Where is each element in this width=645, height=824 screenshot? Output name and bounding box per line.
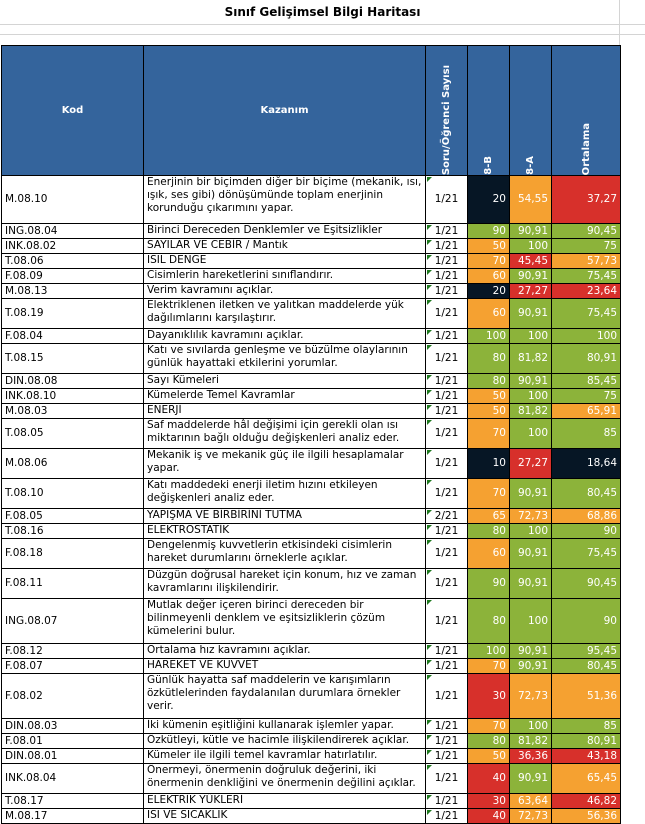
score-8b-cell[interactable]: 60: [468, 269, 510, 284]
kazanim-cell[interactable]: İki kümenin eşitliğini kullanarak işlemler yapar.: [144, 719, 426, 734]
soru-cell[interactable]: 1/21: [426, 284, 468, 299]
kod-cell[interactable]: M.08.10: [2, 176, 144, 224]
header-kod[interactable]: Kod: [2, 46, 144, 176]
table-row: [2, 254, 621, 269]
score-8a-cell[interactable]: 72,73: [510, 809, 552, 824]
header-8b-label: 8-B: [483, 156, 494, 175]
kazanim-cell[interactable]: ENERJİ: [144, 404, 426, 419]
kod-cell[interactable]: T.08.16: [2, 524, 144, 539]
soru-cell[interactable]: 1/21: [426, 524, 468, 539]
score-8a-cell[interactable]: 72,73: [510, 674, 552, 719]
table-row: [2, 539, 621, 569]
score-8b-cell[interactable]: 90: [468, 224, 510, 239]
kod-cell[interactable]: F.08.18: [2, 539, 144, 569]
kod-cell[interactable]: ING.08.04: [2, 224, 144, 239]
kazanim-cell[interactable]: Özkütleyi, kütle ve hacimle ilişkilendirerek açıklar.: [144, 734, 426, 749]
ortalama-cell[interactable]: 68,86: [552, 509, 621, 524]
score-8a-cell[interactable]: 90,91: [510, 659, 552, 674]
kod-cell[interactable]: F.08.02: [2, 674, 144, 719]
score-8b-cell[interactable]: 80: [468, 734, 510, 749]
score-8a-cell[interactable]: 72,73: [510, 509, 552, 524]
ortalama-cell[interactable]: 80,91: [552, 734, 621, 749]
score-8b-cell[interactable]: 20: [468, 176, 510, 224]
score-8a-cell[interactable]: 45,45: [510, 254, 552, 269]
soru-cell[interactable]: 1/21: [426, 404, 468, 419]
ortalama-cell[interactable]: 37,27: [552, 176, 621, 224]
kazanim-cell[interactable]: YAPIŞMA VE BİRBİRİNİ TUTMA: [144, 509, 426, 524]
score-8a-cell[interactable]: 27,27: [510, 284, 552, 299]
soru-cell[interactable]: 1/21: [426, 764, 468, 794]
kod-cell[interactable]: DIN.08.03: [2, 719, 144, 734]
kod-cell[interactable]: DIN.08.08: [2, 374, 144, 389]
ortalama-cell[interactable]: 57,73: [552, 254, 621, 269]
score-8b-cell[interactable]: 60: [468, 539, 510, 569]
ortalama-cell[interactable]: 46,82: [552, 794, 621, 809]
table-row: [2, 449, 621, 479]
ortalama-cell[interactable]: 75,45: [552, 269, 621, 284]
kod-cell[interactable]: T.08.05: [2, 419, 144, 449]
soru-cell[interactable]: 1/21: [426, 479, 468, 509]
table-row: [2, 659, 621, 674]
knowledge-map-table: [1, 45, 621, 824]
soru-cell[interactable]: 1/21: [426, 809, 468, 824]
score-8b-cell[interactable]: 80: [468, 344, 510, 374]
score-8a-cell[interactable]: 90,91: [510, 764, 552, 794]
table-row: [2, 644, 621, 659]
soru-cell[interactable]: 1/21: [426, 569, 468, 599]
soru-cell[interactable]: 1/21: [426, 599, 468, 644]
kazanim-cell[interactable]: Birinci Dereceden Denklemler ve Eşitsizlikler: [144, 224, 426, 239]
soru-cell[interactable]: 1/21: [426, 674, 468, 719]
soru-cell[interactable]: 2/21: [426, 509, 468, 524]
score-8b-cell[interactable]: 40: [468, 764, 510, 794]
score-8a-cell[interactable]: 90,91: [510, 644, 552, 659]
kazanim-cell[interactable]: ISIL DENGE: [144, 254, 426, 269]
kazanim-cell[interactable]: Sayı Kümeleri: [144, 374, 426, 389]
score-8b-cell[interactable]: 30: [468, 794, 510, 809]
table-row: [2, 674, 621, 719]
score-8a-cell[interactable]: 90,91: [510, 569, 552, 599]
score-8a-cell[interactable]: 100: [510, 389, 552, 404]
ortalama-cell[interactable]: 43,18: [552, 749, 621, 764]
soru-cell[interactable]: 1/21: [426, 344, 468, 374]
ortalama-cell[interactable]: 90: [552, 524, 621, 539]
soru-cell[interactable]: 1/21: [426, 749, 468, 764]
score-8b-cell[interactable]: 50: [468, 404, 510, 419]
kazanim-cell[interactable]: Katı ve sıvılarda genleşme ve büzülme olaylarının günlük hayattaki etkilerini yorumlar.: [144, 344, 426, 374]
score-8a-cell[interactable]: 100: [510, 524, 552, 539]
kazanim-cell[interactable]: Günlük hayatta saf maddelerin ve karışımların özkütlelerinden faydalanılan durumlara örnekler verir.: [144, 674, 426, 719]
header-8a[interactable]: [510, 46, 552, 176]
table-row: [2, 239, 621, 254]
kazanim-cell[interactable]: Kümeler ile ilgili temel kavramlar hatırlatılır.: [144, 749, 426, 764]
table-row: [2, 599, 621, 644]
soru-cell[interactable]: 1/21: [426, 374, 468, 389]
score-8b-cell[interactable]: 90: [468, 569, 510, 599]
kod-cell[interactable]: T.08.15: [2, 344, 144, 374]
ortalama-cell[interactable]: 90: [552, 599, 621, 644]
kazanim-cell[interactable]: Dengelenmiş kuvvetlerin etkisindeki cisimlerin hareket durumlarını örneklerle açıklar.: [144, 539, 426, 569]
score-8a-cell[interactable]: 27,27: [510, 449, 552, 479]
table-row: [2, 404, 621, 419]
score-8b-cell[interactable]: 70: [468, 419, 510, 449]
kazanim-cell[interactable]: Dayanıklılık kavramını açıklar.: [144, 329, 426, 344]
score-8a-cell[interactable]: 90,91: [510, 299, 552, 329]
header-ortalama-label: Ortalama: [580, 122, 592, 175]
kod-cell[interactable]: DIN.08.01: [2, 749, 144, 764]
kod-cell[interactable]: F.08.01: [2, 734, 144, 749]
score-8a-cell[interactable]: 54,55: [510, 176, 552, 224]
score-8b-cell[interactable]: 20: [468, 284, 510, 299]
kazanim-cell[interactable]: Verim kavramını açıklar.: [144, 284, 426, 299]
table-row: [2, 764, 621, 794]
soru-cell[interactable]: 1/21: [426, 254, 468, 269]
header-soru[interactable]: [426, 46, 468, 176]
table-row: [2, 734, 621, 749]
table-row: [2, 344, 621, 374]
kod-cell[interactable]: M.08.17: [2, 809, 144, 824]
soru-cell[interactable]: 1/21: [426, 659, 468, 674]
soru-cell[interactable]: 1/21: [426, 224, 468, 239]
soru-cell[interactable]: 1/21: [426, 539, 468, 569]
table-row: [2, 719, 621, 734]
ortalama-cell[interactable]: 65,45: [552, 764, 621, 794]
score-8b-cell[interactable]: 30: [468, 674, 510, 719]
score-8b-cell[interactable]: 70: [468, 659, 510, 674]
kazanim-cell[interactable]: Ortalama hız kavramını açıklar.: [144, 644, 426, 659]
score-8b-cell[interactable]: 65: [468, 509, 510, 524]
score-8b-cell[interactable]: 60: [468, 299, 510, 329]
kod-cell[interactable]: T.08.10: [2, 479, 144, 509]
ortalama-cell[interactable]: 85: [552, 719, 621, 734]
kod-cell[interactable]: M.08.03: [2, 404, 144, 419]
score-8a-cell[interactable]: 90,91: [510, 269, 552, 284]
kod-cell[interactable]: F.08.09: [2, 269, 144, 284]
kazanim-cell[interactable]: Mekanik iş ve mekanik güç ile ilgili hesaplamalar yapar.: [144, 449, 426, 479]
soru-cell[interactable]: 1/21: [426, 299, 468, 329]
soru-cell[interactable]: 1/21: [426, 449, 468, 479]
table-row: [2, 524, 621, 539]
kazanim-cell[interactable]: Mutlak değer içeren birinci dereceden bir bilinmeyenli denklem ve eşitsizliklerin çözüm kümelerini bulur.: [144, 599, 426, 644]
table-row: [2, 299, 621, 329]
kod-cell[interactable]: ING.08.07: [2, 599, 144, 644]
table-row: [2, 749, 621, 764]
kazanim-cell[interactable]: Enerjinin bir biçimden diğer bir biçime (mekanik, ısı, ışık, ses gibi) dönüşümünde toplam enerjinin korunduğu çıkarımını yapar.: [144, 176, 426, 224]
kod-cell[interactable]: T.08.19: [2, 299, 144, 329]
header-row: [2, 46, 621, 176]
ortalama-cell[interactable]: 56,36: [552, 809, 621, 824]
score-8a-cell[interactable]: 100: [510, 599, 552, 644]
kod-cell[interactable]: F.08.04: [2, 329, 144, 344]
kod-cell[interactable]: INK.08.04: [2, 764, 144, 794]
score-8b-cell[interactable]: 50: [468, 389, 510, 404]
soru-cell[interactable]: 1/21: [426, 794, 468, 809]
table-row: [2, 224, 621, 239]
report-title: Sınıf Gelişimsel Bilgi Haritası: [224, 5, 421, 19]
ortalama-cell[interactable]: 65,91: [552, 404, 621, 419]
kazanim-cell[interactable]: Önermeyi, önermenin doğruluk değerini, iki önermenin denkliğini ve önermenin değilini açıklar.: [144, 764, 426, 794]
score-8a-cell[interactable]: 81,82: [510, 344, 552, 374]
ortalama-cell[interactable]: 80,45: [552, 479, 621, 509]
table-row: [2, 176, 621, 224]
kod-cell[interactable]: F.08.12: [2, 644, 144, 659]
soru-cell[interactable]: 1/21: [426, 644, 468, 659]
score-8a-cell[interactable]: 100: [510, 419, 552, 449]
kod-cell[interactable]: T.08.06: [2, 254, 144, 269]
score-8a-cell[interactable]: 90,91: [510, 374, 552, 389]
kazanim-cell[interactable]: SAYILAR VE CEBİR / Mantık: [144, 239, 426, 254]
kazanim-cell[interactable]: ISI VE SICAKLIK: [144, 809, 426, 824]
kod-cell[interactable]: F.08.11: [2, 569, 144, 599]
soru-cell[interactable]: 1/21: [426, 239, 468, 254]
kod-cell[interactable]: M.08.06: [2, 449, 144, 479]
ortalama-cell[interactable]: 75,45: [552, 299, 621, 329]
ortalama-cell[interactable]: 85: [552, 419, 621, 449]
ortalama-cell[interactable]: 90,45: [552, 224, 621, 239]
score-8b-cell[interactable]: 100: [468, 644, 510, 659]
ortalama-cell[interactable]: 90,45: [552, 569, 621, 599]
score-8a-cell[interactable]: 100: [510, 239, 552, 254]
soru-cell[interactable]: 1/21: [426, 176, 468, 224]
score-8b-cell[interactable]: 80: [468, 524, 510, 539]
soru-cell[interactable]: 1/21: [426, 269, 468, 284]
ortalama-cell[interactable]: 51,36: [552, 674, 621, 719]
soru-cell[interactable]: 1/21: [426, 389, 468, 404]
score-8a-cell[interactable]: 81,82: [510, 734, 552, 749]
ortalama-cell[interactable]: 80,91: [552, 344, 621, 374]
score-8b-cell[interactable]: 80: [468, 599, 510, 644]
ortalama-cell[interactable]: 85,45: [552, 374, 621, 389]
kod-cell[interactable]: INK.08.02: [2, 239, 144, 254]
score-8a-cell[interactable]: 90,91: [510, 539, 552, 569]
score-8a-cell[interactable]: 100: [510, 719, 552, 734]
score-8a-cell[interactable]: 81,82: [510, 404, 552, 419]
table-row: [2, 479, 621, 509]
soru-cell[interactable]: 1/21: [426, 419, 468, 449]
header-8b[interactable]: [468, 46, 510, 176]
table-row: [2, 419, 621, 449]
table-row: [2, 329, 621, 344]
kazanim-cell[interactable]: Katı maddedeki enerji iletim hızını etkileyen değişkenleri analiz eder.: [144, 479, 426, 509]
score-8b-cell[interactable]: 40: [468, 809, 510, 824]
table-row: [2, 794, 621, 809]
table-row: [2, 284, 621, 299]
ortalama-cell[interactable]: 18,64: [552, 449, 621, 479]
kazanim-cell[interactable]: HAREKET VE KUVVET: [144, 659, 426, 674]
kod-cell[interactable]: T.08.17: [2, 794, 144, 809]
score-8b-cell[interactable]: 80: [468, 374, 510, 389]
soru-cell[interactable]: 1/21: [426, 719, 468, 734]
score-8a-cell[interactable]: 90,91: [510, 224, 552, 239]
header-kazanim[interactable]: Kazanım: [144, 46, 426, 176]
header-8a-label: 8-A: [525, 156, 536, 175]
table-row: [2, 569, 621, 599]
table-row: [2, 509, 621, 524]
ortalama-cell[interactable]: 75: [552, 239, 621, 254]
soru-cell[interactable]: 1/21: [426, 329, 468, 344]
score-8b-cell[interactable]: 50: [468, 239, 510, 254]
header-soru-label: Soru/Öğrenci Sayısı: [441, 64, 452, 175]
score-8b-cell[interactable]: 70: [468, 254, 510, 269]
score-8a-cell[interactable]: 90,91: [510, 479, 552, 509]
kod-cell[interactable]: F.08.07: [2, 659, 144, 674]
score-8b-cell[interactable]: 100: [468, 329, 510, 344]
kazanim-cell[interactable]: Kümelerde Temel Kavramlar: [144, 389, 426, 404]
score-8a-cell[interactable]: 100: [510, 329, 552, 344]
kod-cell[interactable]: F.08.05: [2, 509, 144, 524]
ortalama-cell[interactable]: 23,64: [552, 284, 621, 299]
kazanim-cell[interactable]: Saf maddelerde hâl değişimi için gerekli olan ısı miktarının bağlı olduğu değişkenleri analiz eder.: [144, 419, 426, 449]
kazanim-cell[interactable]: ELEKTRİK YÜKLERİ: [144, 794, 426, 809]
score-8b-cell[interactable]: 70: [468, 719, 510, 734]
score-8b-cell[interactable]: 50: [468, 749, 510, 764]
ortalama-cell[interactable]: 75: [552, 389, 621, 404]
table-row: [2, 269, 621, 284]
table-row: [2, 389, 621, 404]
kazanim-cell[interactable]: Cisimlerin hareketlerini sınıflandırır.: [144, 269, 426, 284]
score-8b-cell[interactable]: 70: [468, 479, 510, 509]
ortalama-cell[interactable]: 95,45: [552, 644, 621, 659]
ortalama-cell[interactable]: 80,45: [552, 659, 621, 674]
soru-cell[interactable]: 1/21: [426, 734, 468, 749]
table-row: [2, 809, 621, 824]
kazanim-cell[interactable]: Elektriklenen iletken ve yalıtkan maddelerde yük dağılımlarını karşılaştırır.: [144, 299, 426, 329]
kod-cell[interactable]: INK.08.10: [2, 389, 144, 404]
kazanim-cell[interactable]: ELEKTROSTATİK: [144, 524, 426, 539]
ortalama-cell[interactable]: 75,45: [552, 539, 621, 569]
header-ortalama[interactable]: [552, 46, 621, 176]
ortalama-cell[interactable]: 100: [552, 329, 621, 344]
kazanim-cell[interactable]: Düzgün doğrusal hareket için konum, hız ve zaman kavramlarını ilişkilendirir.: [144, 569, 426, 599]
table-row: [2, 374, 621, 389]
score-8a-cell[interactable]: 63,64: [510, 794, 552, 809]
kod-cell[interactable]: M.08.13: [2, 284, 144, 299]
score-8b-cell[interactable]: 10: [468, 449, 510, 479]
score-8a-cell[interactable]: 36,36: [510, 749, 552, 764]
